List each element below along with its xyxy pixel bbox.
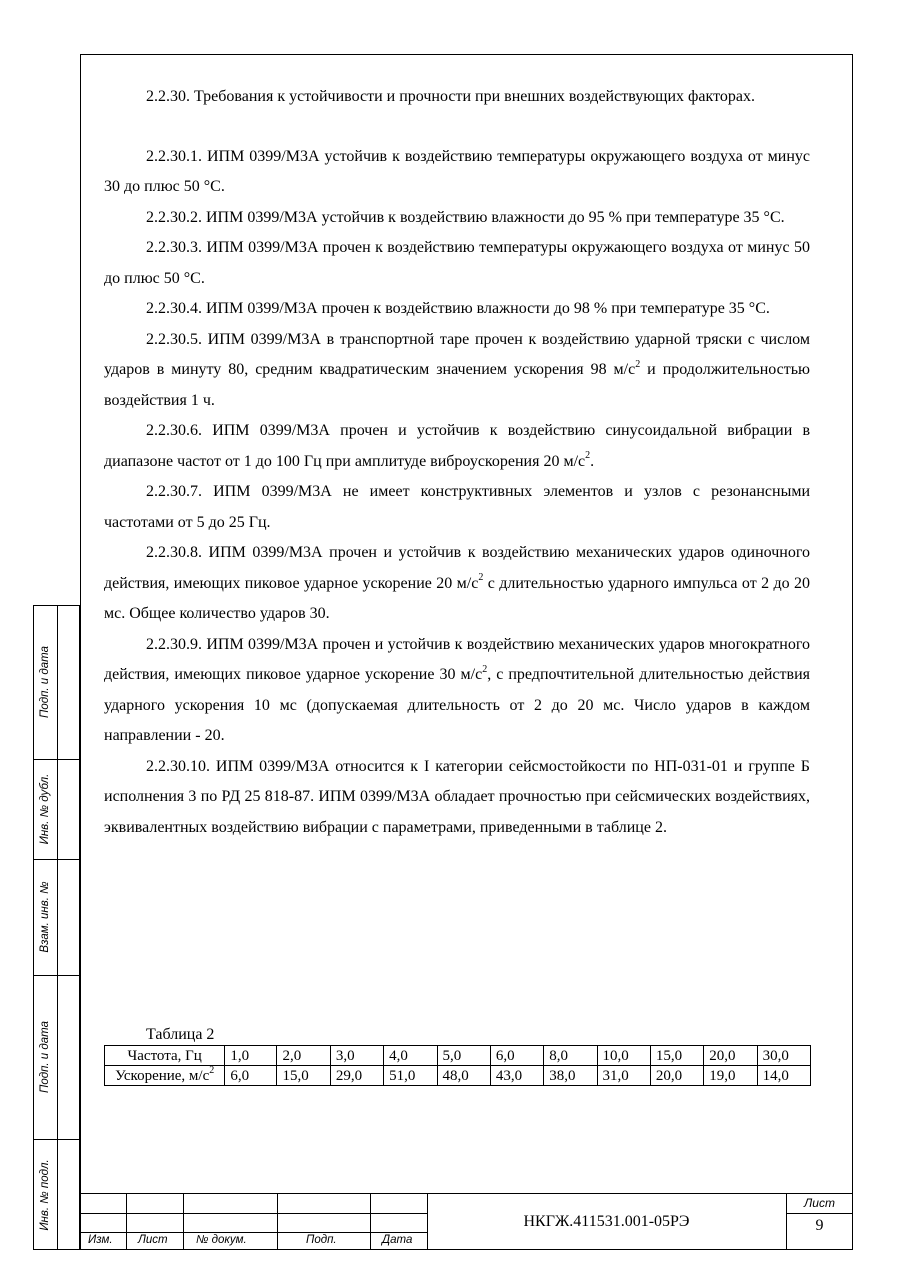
table-cell: 2,0 — [277, 1046, 330, 1066]
side-label-dup-inv: Инв. № дубл. — [39, 773, 51, 845]
table-cell: 14,0 — [757, 1066, 810, 1086]
table-cell: 4,0 — [384, 1046, 437, 1066]
side-stamp — [33, 605, 80, 1250]
paragraph-text: с длительностью ударного импульса от 2 до 20 мс. Общее количество ударов 30. — [104, 574, 811, 622]
table-row-frequency — [105, 1046, 811, 1066]
superscript-2: 2 — [585, 450, 591, 462]
table-cell: 51,0 — [384, 1066, 437, 1086]
paragraph-2-2-30-3: 2.2.30.3. ИПМ 0399/М3А прочен к воздействию температуры окружающего воздуха от минус 50 до плюс 50 °С. — [104, 239, 810, 287]
paragraph-2-2-30-2: 2.2.30.2. ИПМ 0399/М3А устойчив к воздействию влажности до 95 % при температуре 35 °С. — [146, 208, 785, 226]
table-row-acceleration — [105, 1066, 811, 1086]
table-cell: 1,0 — [225, 1046, 277, 1066]
table-cell: 38,0 — [544, 1066, 597, 1086]
paragraph-text: , с предпочтительной длительностью действия ударного ускорения 10 мс (допускаемая длительность от 2 до 20 мс. Число ударов в каждом направлении - 20. — [104, 666, 811, 744]
col-doc-no: № докум. — [196, 1234, 247, 1246]
row-label-text: Ускорение, м/с — [115, 1067, 210, 1084]
table-cell: 8,0 — [544, 1046, 597, 1066]
table-cell: 20,0 — [650, 1066, 703, 1086]
vibration-table — [104, 1045, 811, 1086]
paragraph-text: . — [590, 452, 595, 470]
table-cell: 20,0 — [704, 1046, 757, 1066]
table-caption: Таблица 2 — [146, 1026, 215, 1043]
superscript-2: 2 — [209, 1064, 215, 1076]
col-sign: Подп. — [306, 1234, 337, 1246]
table-cell: 10,0 — [597, 1046, 650, 1066]
document-number: НКГЖ.411531.001-05РЭ — [523, 1213, 690, 1230]
table-cell: 31,0 — [597, 1066, 650, 1086]
paragraph-text: 2.2.30.9. ИПМ 0399/М3А прочен и устойчив к воздействию механических ударов многократного действия, имеющих пиковое ударное ускорение 30 м/с — [104, 635, 810, 683]
paragraph-2-2-30-1: 2.2.30.1. ИПМ 0399/М3А устойчив к воздействию температуры окружающего воздуха от минус 30 до плюс 50 °С. — [104, 147, 810, 195]
side-label-orig-inv: Инв. № подл. — [39, 1159, 51, 1231]
side-label-sign-date-2: Подп. и дата — [39, 1021, 51, 1093]
side-label-sign-date: Подп. и дата — [39, 646, 51, 718]
table-cell: 3,0 — [330, 1046, 383, 1066]
table-cell: 19,0 — [704, 1066, 757, 1086]
col-list: Лист — [138, 1234, 168, 1246]
paragraph-2-2-30-6 — [104, 416, 810, 477]
side-label-replace-inv: Взам. инв. № — [39, 881, 51, 953]
paragraph-text: 2.2.30.5. ИПМ 0399/М3А в транспортной таре прочен к воздействию ударной тряски с числом ударов в минуту 80, средним квадратическим значением ускорения 98 м/с — [104, 330, 810, 378]
paragraph-text: 2.2.30.8. ИПМ 0399/М3А прочен и устойчив к воздействию механических ударов одиночного действия, имеющих пиковое ударное ускорение 20 м/с — [104, 544, 810, 592]
superscript-2: 2 — [482, 663, 488, 675]
paragraph-text: 2.2.30.6. ИПМ 0399/М3А прочен и устойчив к воздействию синусоидальной вибрации в диапазоне частот от 1 до 100 Гц при амплитуде виброускорения 20 м/с — [104, 422, 810, 470]
paragraph-2-2-30-10: 2.2.30.10. ИПМ 0399/М3А относится к I категории сейсмостойкости по НП-031-01 и группе Б исполнения 3 по РД 25 818-87. ИПМ 0399/М3А обладает прочностью при сейсмических воздействиях, эквивалентных воздействию вибрации с параметрами, приведенными в таблице 2. — [104, 757, 810, 836]
paragraph-2-2-30: 2.2.30. Требования к устойчивости и прочности при внешних воздействующих факторах. — [146, 88, 755, 105]
table-cell: 30,0 — [757, 1046, 810, 1066]
table-cell: 29,0 — [330, 1066, 383, 1086]
table-cell: 6,0 — [490, 1046, 543, 1066]
paragraph-2-2-30-5 — [104, 325, 810, 417]
paragraph-2-2-30-9 — [104, 630, 810, 752]
paragraph-2-2-30-4: 2.2.30.4. ИПМ 0399/М3А прочен к воздействию влажности до 98 % при температуре 35 °С. — [146, 300, 770, 317]
table-cell: 15,0 — [650, 1046, 703, 1066]
paragraph-2-2-30-7: 2.2.30.7. ИПМ 0399/М3А не имеет конструктивных элементов и узлов с резонансными частотами от 5 до 25 Гц. — [104, 483, 810, 531]
row-label-acceleration — [105, 1066, 225, 1086]
title-block — [80, 1193, 853, 1250]
row-label-frequency: Частота, Гц — [105, 1046, 225, 1066]
paragraph-2-2-30-8 — [104, 538, 810, 630]
table-cell: 15,0 — [277, 1066, 330, 1086]
paragraph-text: и продолжительностью воздействия 1 ч. — [104, 361, 810, 409]
table-cell: 5,0 — [437, 1046, 490, 1066]
sheet-label: Лист — [804, 1196, 835, 1210]
document-body — [104, 82, 810, 843]
superscript-2: 2 — [635, 358, 641, 370]
table-cell: 43,0 — [490, 1066, 543, 1086]
superscript-2: 2 — [478, 572, 484, 584]
table-cell: 48,0 — [437, 1066, 490, 1086]
col-izm: Изм. — [88, 1234, 113, 1246]
table-cell: 6,0 — [225, 1066, 277, 1086]
col-date: Дата — [382, 1234, 413, 1246]
sheet-number: 9 — [815, 1217, 824, 1234]
